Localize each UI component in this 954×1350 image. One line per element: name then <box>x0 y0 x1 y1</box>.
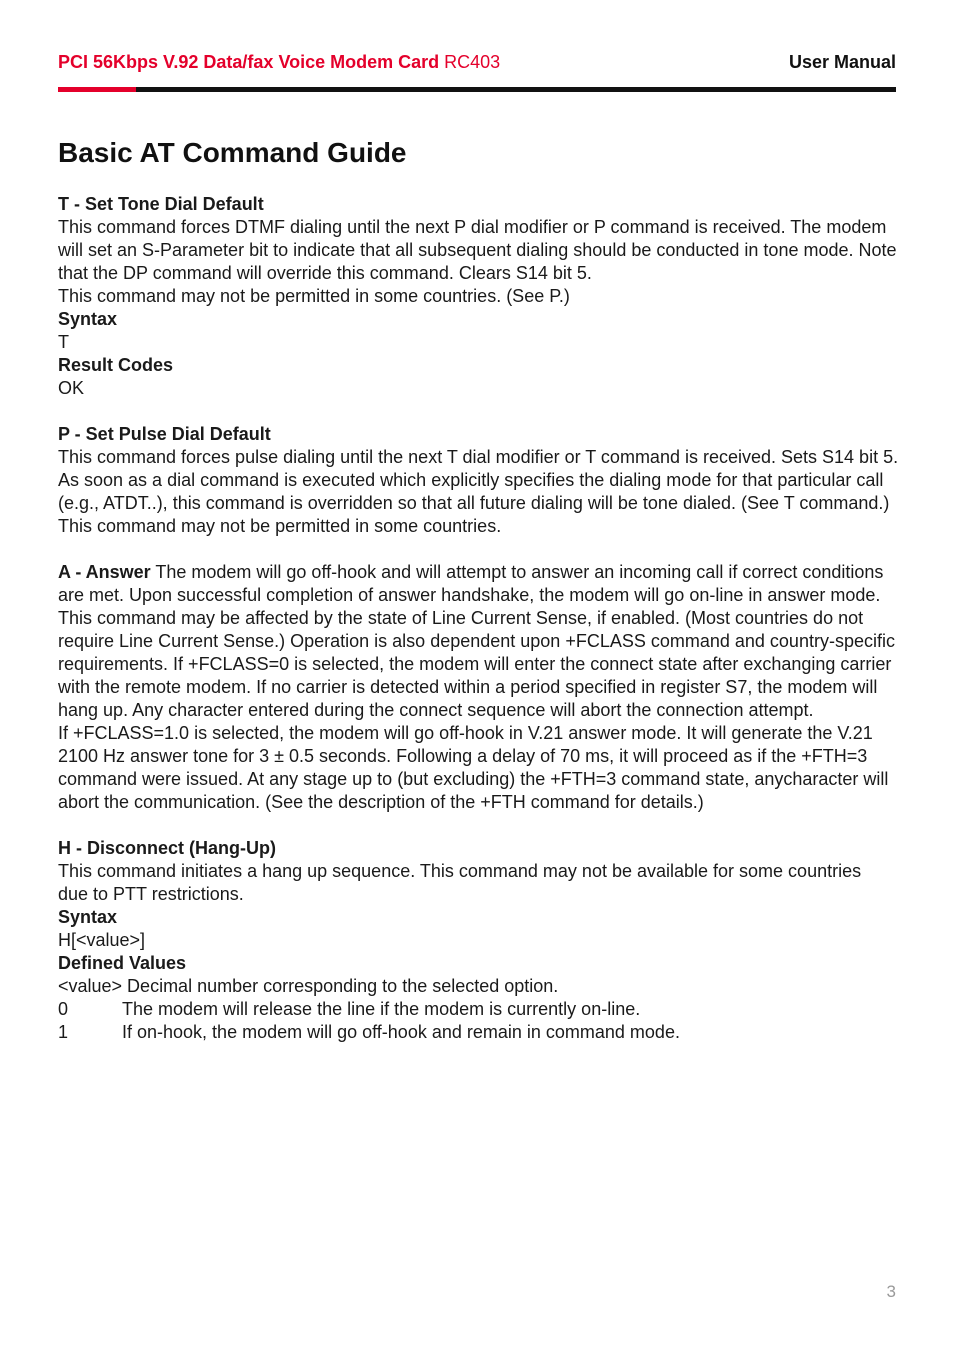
section-t-heading: T - Set Tone Dial Default <box>58 194 264 214</box>
defined-value-key: 1 <box>58 1022 69 1042</box>
section-a-body2: If +FCLASS=1.0 is selected, the modem will go off-hook in V.21 answer mode. It will generate the V.21 2100 Hz answer tone for 3 ± 0.5 seconds. Following a delay of 70 ms, it will proceed as if the +FTH=3 command were issued. At any stage up to (but excluding) the +FTH=3 command state, anycharacter will abort the communication. (See the description of the +FTH command for details.) <box>58 723 889 812</box>
section-h-syntax-label: Syntax <box>58 907 118 927</box>
header-model: RC403 <box>444 52 501 72</box>
page-header <box>58 52 896 78</box>
section-p-body2: As soon as a dial command is executed which explicitly specifies the dialing mode for that particular call (e.g., ATDT..), this command is overridden so that all future dialing will be tone dialed. (See T command.) <box>58 470 890 513</box>
section-t-syntax-label: Syntax <box>58 309 118 329</box>
section-h-body2: due to PTT restrictions. <box>58 884 244 904</box>
defined-value-row <box>58 1021 900 1044</box>
page-content <box>58 136 900 1044</box>
section-t-body1: This command forces DTMF dialing until the next P dial modifier or P command is received. The modem will set an S-Parameter bit to indicate that all subsequent dialing should be conducted in tone mode. Note that the DP command will override this command. Clears S14 bit 5. <box>58 217 897 283</box>
header-product-name: PCI 56Kbps V.92 Data/fax Voice Modem Card <box>58 52 440 72</box>
section-a <box>58 561 900 814</box>
page-title: Basic AT Command Guide <box>58 137 407 168</box>
defined-value-key: 0 <box>58 999 69 1019</box>
section-a-heading: A - Answer <box>58 562 151 582</box>
section-h-body1: This command initiates a hang up sequence. This command may not be available for some countries <box>58 861 862 881</box>
header-rule <box>58 87 896 92</box>
header-product <box>58 52 500 73</box>
section-t <box>58 193 900 400</box>
section-t-result-label: Result Codes <box>58 355 174 375</box>
section-h <box>58 837 900 1044</box>
section-t-body2: This command may not be permitted in some countries. (See P.) <box>58 286 570 306</box>
section-p-body3: This command may not be permitted in some countries. <box>58 516 502 536</box>
section-t-syntax-value: T <box>58 332 69 352</box>
section-p-body1: This command forces pulse dialing until the next T dial modifier or T command is received. Sets S14 bit 5. <box>58 447 899 467</box>
section-a-body1: The modem will go off-hook and will attempt to answer an incoming call if correct conditions are met. Upon successful completion of answer handshake, the modem will go on-line in answer mode. This command may be affected by the state of Line Current Sense, if enabled. (Most countries do not require Line Current Sense.) Operation is also dependent upon +FCLASS command and country-specific requirements. If +FCLASS=0 is selected, the modem will enter the connect state after exchanging carrier with the remote modem. If no carrier is detected within a period specified in register S7, the modem will hang up. Any character entered during the connect sequence will abort the connection attempt. <box>58 562 895 720</box>
defined-value-desc: The modem will release the line if the modem is currently on-line. <box>122 999 641 1019</box>
header-doc-type: User Manual <box>788 52 896 72</box>
defined-value-row <box>58 998 900 1021</box>
page-number: 3 <box>886 1282 896 1301</box>
section-h-heading: H - Disconnect (Hang-Up) <box>58 838 276 858</box>
section-a-para1 <box>58 561 900 722</box>
section-h-defined-intro: <value> Decimal number corresponding to the selected option. <box>58 976 559 996</box>
section-h-defined-label: Defined Values <box>58 953 187 973</box>
section-h-syntax-value: H[<value>] <box>58 930 146 950</box>
header-rule-accent <box>58 87 136 92</box>
section-p <box>58 423 900 538</box>
defined-value-desc: If on-hook, the modem will go off-hook and remain in command mode. <box>122 1022 680 1042</box>
section-p-heading: P - Set Pulse Dial Default <box>58 424 271 444</box>
section-t-result-value: OK <box>58 378 85 398</box>
